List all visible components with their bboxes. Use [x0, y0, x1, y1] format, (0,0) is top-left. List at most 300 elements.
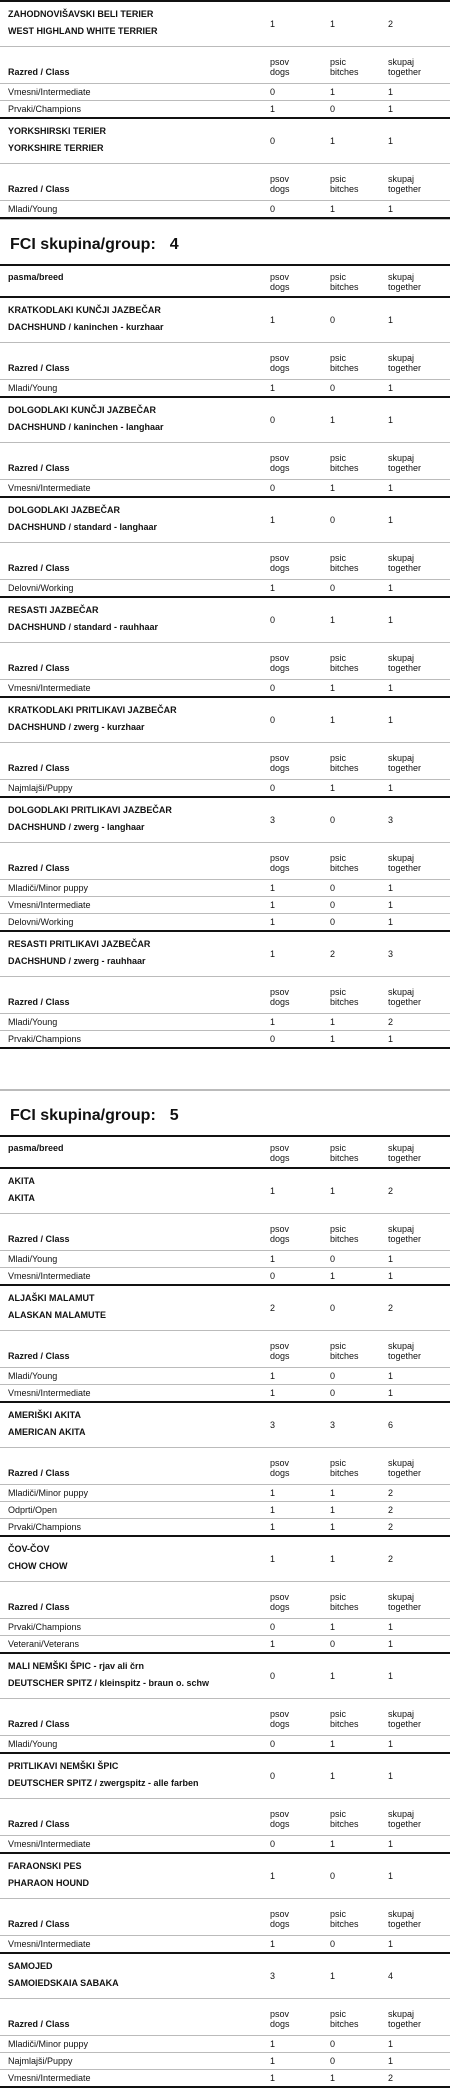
class-name: Prvaki/Champions	[8, 1034, 82, 1044]
breed-total-count: 1	[388, 415, 394, 425]
class-row	[0, 83, 450, 100]
class-total: 1	[388, 2039, 394, 2049]
class-header	[0, 976, 450, 1013]
class-name: Mladi/Young	[8, 383, 58, 393]
class-column-label: Razred / Class	[8, 184, 70, 194]
class-row	[0, 2052, 450, 2069]
class-dogs: 1	[270, 1505, 276, 1515]
class-row	[0, 1367, 450, 1384]
class-dogs: 0	[270, 1622, 276, 1632]
breed-column-header	[0, 264, 450, 296]
breed-header	[0, 1284, 450, 1330]
class-bitches: 0	[330, 900, 336, 910]
class-column-label: Razred / Class	[8, 763, 70, 773]
class-total: 1	[388, 1371, 394, 1381]
dogs-column-label: psov dogs	[270, 1909, 290, 1929]
class-total: 2	[388, 1488, 394, 1498]
class-name: Vmesni/Intermediate	[8, 1939, 91, 1949]
breed-name-english: PHARAON HOUND	[8, 1878, 89, 1888]
breed-bitches-count: 1	[330, 1186, 336, 1196]
class-dogs: 0	[270, 1839, 276, 1849]
class-name: Delovni/Working	[8, 917, 74, 927]
class-total: 1	[388, 683, 394, 693]
breed-name-local: MALI NEMŠKI ŠPIC - rjav ali črn	[8, 1661, 145, 1671]
class-header	[0, 1330, 450, 1367]
class-row	[0, 879, 450, 896]
class-name: Prvaki/Champions	[8, 1522, 82, 1532]
together-column-label: skupaj together	[388, 1909, 422, 1929]
breed-bitches-count: 1	[330, 1554, 336, 1564]
breed-header	[0, 796, 450, 842]
breed-bitches-count: 0	[330, 1871, 336, 1881]
dogs-column-label: psov dogs	[270, 1143, 290, 1163]
class-bitches: 1	[330, 204, 336, 214]
breed-dogs-count: 0	[270, 136, 276, 146]
breed-total-count: 1	[388, 515, 394, 525]
group-title	[0, 219, 450, 264]
breed-dogs-count: 1	[270, 315, 276, 325]
class-name: Mladi/Young	[8, 1254, 58, 1264]
breed-name-english: CHOW CHOW	[8, 1561, 68, 1571]
breed-dogs-count: 0	[270, 415, 276, 425]
breed-name-local: PRITLIKAVI NEMŠKI ŠPIC	[8, 1761, 119, 1771]
breed-header	[0, 1535, 450, 1581]
class-total: 1	[388, 1034, 394, 1044]
class-row	[0, 1635, 450, 1652]
dogs-column-label: psov dogs	[270, 2009, 290, 2029]
breed-total-count: 2	[388, 1554, 394, 1564]
breed-total-count: 1	[388, 1871, 394, 1881]
class-total: 2	[388, 1522, 394, 1532]
class-dogs: 1	[270, 1488, 276, 1498]
class-bitches: 1	[330, 1034, 336, 1044]
class-name: Vmesni/Intermediate	[8, 1271, 91, 1281]
bitches-column-label: psic bitches	[330, 453, 359, 473]
class-column-label: Razred / Class	[8, 67, 70, 77]
class-total: 2	[388, 1017, 394, 1027]
class-bitches: 0	[330, 2039, 336, 2049]
breed-dogs-count: 3	[270, 1971, 276, 1981]
breed-dogs-count: 1	[270, 1186, 276, 1196]
class-row	[0, 1484, 450, 1501]
class-bitches: 0	[330, 383, 336, 393]
breed-dogs-count: 3	[270, 1420, 276, 1430]
breed-header	[0, 1401, 450, 1447]
breed-total-count: 1	[388, 1771, 394, 1781]
class-total: 1	[388, 583, 394, 593]
bitches-column-label: psic bitches	[330, 1341, 359, 1361]
class-row	[0, 1618, 450, 1635]
breed-name-local: KRATKODLAKI PRITLIKAVI JAZBEČAR	[8, 705, 177, 715]
bitches-column-label: psic bitches	[330, 553, 359, 573]
dogs-column-label: psov dogs	[270, 453, 290, 473]
dogs-column-label: psov dogs	[270, 57, 290, 77]
breed-name-local: AMERIŠKI AKITA	[8, 1410, 81, 1420]
class-row	[0, 679, 450, 696]
breed-bitches-count: 0	[330, 515, 336, 525]
class-dogs: 1	[270, 383, 276, 393]
bitches-column-label: psic bitches	[330, 1458, 359, 1478]
breed-name-english: DACHSHUND / standard - langhaar	[8, 522, 158, 532]
breed-name-english: DACHSHUND / zwerg - kurzhaar	[8, 722, 145, 732]
breed-bitches-count: 1	[330, 1971, 336, 1981]
together-column-label: skupaj together	[388, 1709, 422, 1729]
class-row	[0, 1013, 450, 1030]
breed-bitches-count: 1	[330, 1771, 336, 1781]
together-column-label: skupaj together	[388, 753, 422, 773]
class-column-label: Razred / Class	[8, 1719, 70, 1729]
class-name: Prvaki/Champions	[8, 1622, 82, 1632]
breed-total-count: 6	[388, 1420, 394, 1430]
together-column-label: skupaj together	[388, 1809, 422, 1829]
class-total: 1	[388, 383, 394, 393]
class-column-label: Razred / Class	[8, 363, 70, 373]
class-bitches: 1	[330, 1522, 336, 1532]
class-dogs: 1	[270, 900, 276, 910]
dogs-column-label: psov dogs	[270, 1592, 290, 1612]
breed-header	[0, 696, 450, 742]
class-total: 1	[388, 1254, 394, 1264]
class-bitches: 0	[330, 2056, 336, 2066]
dogs-column-label: psov dogs	[270, 987, 290, 1007]
class-header	[0, 1898, 450, 1935]
class-column-label: Razred / Class	[8, 1919, 70, 1929]
group-title-text: FCI skupina/group: 5	[10, 1107, 179, 1124]
bitches-column-label: psic bitches	[330, 1809, 359, 1829]
class-name: Mladi/Young	[8, 1739, 58, 1749]
class-bitches: 0	[330, 1939, 336, 1949]
bitches-column-label: psic bitches	[330, 753, 359, 773]
class-dogs: 1	[270, 1388, 276, 1398]
breed-header	[0, 1167, 450, 1213]
breed-name-english: SAMOIEDSKAIA SABAKA	[8, 1978, 119, 1988]
dogs-column-label: psov dogs	[270, 272, 290, 292]
class-total: 1	[388, 783, 394, 793]
class-dogs: 1	[270, 583, 276, 593]
breed-bitches-count: 1	[330, 715, 336, 725]
dogs-column-label: psov dogs	[270, 753, 290, 773]
breed-name-english: YORKSHIRE TERRIER	[8, 143, 104, 153]
breed-name-english: AKITA	[8, 1193, 35, 1203]
breed-dogs-count: 0	[270, 615, 276, 625]
class-name: Delovni/Working	[8, 583, 74, 593]
together-column-label: skupaj together	[388, 987, 422, 1007]
breed-bitches-count: 0	[330, 1303, 336, 1313]
breed-total-count: 4	[388, 1971, 394, 1981]
class-header	[0, 742, 450, 779]
class-row	[0, 100, 450, 117]
bitches-column-label: psic bitches	[330, 1709, 359, 1729]
breed-total-count: 3	[388, 815, 394, 825]
class-row	[0, 896, 450, 913]
group-number: 4	[169, 236, 179, 253]
group-spacer	[0, 1049, 450, 1090]
breed-bitches-count: 1	[330, 136, 336, 146]
together-column-label: skupaj together	[388, 553, 422, 573]
breed-bitches-count: 0	[330, 815, 336, 825]
class-total: 1	[388, 1622, 394, 1632]
class-row	[0, 1518, 450, 1535]
class-dogs: 0	[270, 483, 276, 493]
breed-bitches-count: 1	[330, 1671, 336, 1681]
class-row	[0, 1267, 450, 1284]
class-row	[0, 1250, 450, 1267]
class-dogs: 0	[270, 87, 276, 97]
class-dogs: 1	[270, 2056, 276, 2066]
dogs-column-label: psov dogs	[270, 653, 290, 673]
together-column-label: skupaj together	[388, 1143, 422, 1163]
class-name: Najmlajši/Puppy	[8, 783, 73, 793]
class-dogs: 1	[270, 1371, 276, 1381]
class-row	[0, 1384, 450, 1401]
class-column-label: Razred / Class	[8, 1468, 70, 1478]
breed-total-count: 2	[388, 19, 394, 29]
class-dogs: 1	[270, 1017, 276, 1027]
class-bitches: 1	[330, 1488, 336, 1498]
breed-bitches-count: 1	[330, 19, 336, 29]
dogs-column-label: psov dogs	[270, 353, 290, 373]
class-row	[0, 1835, 450, 1852]
together-column-label: skupaj together	[388, 174, 422, 194]
class-bitches: 1	[330, 783, 336, 793]
class-bitches: 0	[330, 104, 336, 114]
breed-total-count: 1	[388, 315, 394, 325]
breed-name-local: KRATKODLAKI KUNČJI JAZBEČAR	[8, 305, 161, 315]
class-row	[0, 379, 450, 396]
breed-name-english: DACHSHUND / kaninchen - langhaar	[8, 422, 164, 432]
breed-dogs-count: 3	[270, 815, 276, 825]
class-row	[0, 2069, 450, 2086]
dogs-column-label: psov dogs	[270, 553, 290, 573]
bitches-column-label: psic bitches	[330, 1143, 359, 1163]
class-row	[0, 913, 450, 930]
breed-name-local: AKITA	[8, 1176, 35, 1186]
class-dogs: 1	[270, 917, 276, 927]
bitches-column-label: psic bitches	[330, 987, 359, 1007]
class-column-label: Razred / Class	[8, 1234, 70, 1244]
class-bitches: 1	[330, 1839, 336, 1849]
class-row	[0, 1501, 450, 1518]
breed-bitches-count: 3	[330, 1420, 336, 1430]
class-bitches: 0	[330, 883, 336, 893]
class-bitches: 1	[330, 2073, 336, 2083]
class-bitches: 1	[330, 1739, 336, 1749]
class-bitches: 1	[330, 1622, 336, 1632]
breed-header	[0, 0, 450, 46]
breed-bitches-count: 2	[330, 949, 336, 959]
class-name: Vmesni/Intermediate	[8, 683, 91, 693]
breed-name-english: DACHSHUND / zwerg - langhaar	[8, 822, 145, 832]
class-total: 1	[388, 1639, 394, 1649]
bitches-column-label: psic bitches	[330, 1224, 359, 1244]
class-dogs: 1	[270, 2039, 276, 2049]
breed-name-local: DOLGODLAKI JAZBEČAR	[8, 505, 120, 515]
together-column-label: skupaj together	[388, 453, 422, 473]
class-header	[0, 642, 450, 679]
breed-total-count: 1	[388, 1671, 394, 1681]
class-bitches: 1	[330, 1505, 336, 1515]
dogs-column-label: psov dogs	[270, 853, 290, 873]
breed-dogs-count: 1	[270, 949, 276, 959]
breed-bitches-count: 0	[330, 315, 336, 325]
class-header	[0, 1213, 450, 1250]
class-bitches: 0	[330, 1254, 336, 1264]
class-bitches: 0	[330, 1371, 336, 1381]
class-dogs: 0	[270, 783, 276, 793]
breed-total-count: 2	[388, 1303, 394, 1313]
breed-total-count: 1	[388, 615, 394, 625]
class-dogs: 0	[270, 1739, 276, 1749]
dogs-column-label: psov dogs	[270, 1341, 290, 1361]
class-bitches: 1	[330, 1017, 336, 1027]
dogs-column-label: psov dogs	[270, 1809, 290, 1829]
breed-total-count: 2	[388, 1186, 394, 1196]
bitches-column-label: psic bitches	[330, 1909, 359, 1929]
class-dogs: 1	[270, 1939, 276, 1949]
group-title	[0, 1090, 450, 1135]
bitches-column-label: psic bitches	[330, 272, 359, 292]
class-name: Mladiči/Minor puppy	[8, 1488, 89, 1498]
class-column-label: Razred / Class	[8, 663, 70, 673]
breed-header	[0, 930, 450, 976]
class-dogs: 1	[270, 1254, 276, 1264]
breed-total-count: 1	[388, 715, 394, 725]
bitches-column-label: psic bitches	[330, 853, 359, 873]
breed-name-local: RESASTI JAZBEČAR	[8, 605, 99, 615]
class-name: Mladiči/Minor puppy	[8, 2039, 89, 2049]
breed-name-local: DOLGODLAKI PRITLIKAVI JAZBEČAR	[8, 805, 172, 815]
class-row	[0, 1030, 450, 1047]
bitches-column-label: psic bitches	[330, 1592, 359, 1612]
breed-name-local: ČOV-ČOV	[8, 1544, 50, 1554]
bitches-column-label: psic bitches	[330, 2009, 359, 2029]
breed-name-local: FARAONSKI PES	[8, 1861, 82, 1871]
class-total: 1	[388, 883, 394, 893]
class-total: 1	[388, 2056, 394, 2066]
together-column-label: skupaj together	[388, 272, 422, 292]
class-header	[0, 842, 450, 879]
breed-name-english: DACHSHUND / zwerg - rauhhaar	[8, 956, 146, 966]
breed-total-count: 1	[388, 136, 394, 146]
dogs-column-label: psov dogs	[270, 1709, 290, 1729]
class-name: Mladi/Young	[8, 1371, 58, 1381]
class-name: Vmesni/Intermediate	[8, 1839, 91, 1849]
class-header	[0, 1447, 450, 1484]
class-name: Prvaki/Champions	[8, 104, 82, 114]
class-total: 1	[388, 917, 394, 927]
class-row	[0, 579, 450, 596]
class-header	[0, 1798, 450, 1835]
breed-name-english: ALASKAN MALAMUTE	[8, 1310, 106, 1320]
class-dogs: 0	[270, 1034, 276, 1044]
class-row	[0, 1735, 450, 1752]
class-total: 1	[388, 1739, 394, 1749]
class-row	[0, 1935, 450, 1952]
class-row	[0, 200, 450, 217]
class-bitches: 1	[330, 683, 336, 693]
breed-name-english: AMERICAN AKITA	[8, 1427, 86, 1437]
class-header	[0, 442, 450, 479]
bitches-column-label: psic bitches	[330, 653, 359, 673]
together-column-label: skupaj together	[388, 353, 422, 373]
class-column-label: Razred / Class	[8, 1351, 70, 1361]
class-column-label: Razred / Class	[8, 997, 70, 1007]
class-dogs: 0	[270, 683, 276, 693]
breed-name-english: DACHSHUND / standard - rauhhaar	[8, 622, 159, 632]
class-header	[0, 1581, 450, 1618]
bitches-column-label: psic bitches	[330, 174, 359, 194]
class-header	[0, 1698, 450, 1735]
together-column-label: skupaj together	[388, 1592, 422, 1612]
breed-name-english: DACHSHUND / kaninchen - kurzhaar	[8, 322, 164, 332]
class-header	[0, 342, 450, 379]
bitches-column-label: psic bitches	[330, 353, 359, 373]
class-bitches: 0	[330, 583, 336, 593]
together-column-label: skupaj together	[388, 57, 422, 77]
dogs-column-label: psov dogs	[270, 174, 290, 194]
class-bitches: 1	[330, 483, 336, 493]
breed-dogs-count: 1	[270, 19, 276, 29]
class-total: 1	[388, 104, 394, 114]
class-bitches: 0	[330, 1388, 336, 1398]
breed-column-label: pasma/breed	[8, 272, 64, 282]
group-number: 5	[169, 1107, 179, 1124]
class-dogs: 0	[270, 1271, 276, 1281]
breed-header	[0, 596, 450, 642]
together-column-label: skupaj together	[388, 1341, 422, 1361]
class-column-label: Razred / Class	[8, 1602, 70, 1612]
together-column-label: skupaj together	[388, 653, 422, 673]
class-bitches: 1	[330, 1271, 336, 1281]
breed-dogs-count: 2	[270, 1303, 276, 1313]
bitches-column-label: psic bitches	[330, 57, 359, 77]
class-total: 1	[388, 1839, 394, 1849]
class-name: Vmesni/Intermediate	[8, 900, 91, 910]
breed-column-header	[0, 1135, 450, 1167]
class-row	[0, 479, 450, 496]
class-header	[0, 46, 450, 83]
group-title-text: FCI skupina/group: 4	[10, 236, 179, 253]
class-total: 2	[388, 1505, 394, 1515]
class-total: 1	[388, 483, 394, 493]
class-bitches: 1	[330, 87, 336, 97]
class-name: Vmesni/Intermediate	[8, 1388, 91, 1398]
breed-header	[0, 396, 450, 442]
class-dogs: 1	[270, 104, 276, 114]
class-total: 1	[388, 900, 394, 910]
breed-header	[0, 1852, 450, 1898]
class-bitches: 0	[330, 917, 336, 927]
together-column-label: skupaj together	[388, 853, 422, 873]
breed-dogs-count: 0	[270, 715, 276, 725]
class-total: 1	[388, 1388, 394, 1398]
breed-dogs-count: 1	[270, 1554, 276, 1564]
class-name: Mladi/Young	[8, 204, 58, 214]
breed-bitches-count: 1	[330, 415, 336, 425]
class-name: Veterani/Veterans	[8, 1639, 80, 1649]
breed-column-label: pasma/breed	[8, 1143, 64, 1153]
class-total: 2	[388, 2073, 394, 2083]
together-column-label: skupaj together	[388, 2009, 422, 2029]
together-column-label: skupaj together	[388, 1458, 422, 1478]
class-column-label: Razred / Class	[8, 863, 70, 873]
breed-header	[0, 1952, 450, 1998]
class-name: Vmesni/Intermediate	[8, 2073, 91, 2083]
together-column-label: skupaj together	[388, 1224, 422, 1244]
class-total: 1	[388, 1939, 394, 1949]
dogs-column-label: psov dogs	[270, 1224, 290, 1244]
class-column-label: Razred / Class	[8, 563, 70, 573]
